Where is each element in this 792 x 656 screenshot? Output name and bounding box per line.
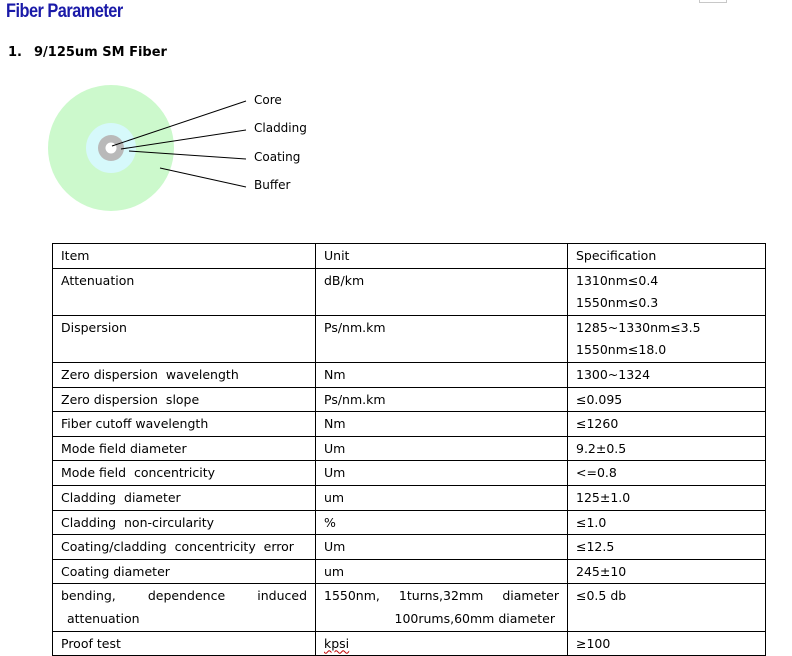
item-cell: Proof test [53, 631, 316, 656]
table-row [53, 535, 766, 560]
item-line: attenuation [67, 610, 140, 626]
unit-word: 1550nm, [324, 588, 380, 604]
cladding-label: Cladding [254, 121, 307, 135]
unit-cell: Ps/nm.km [316, 315, 568, 362]
section-heading [8, 45, 167, 60]
unit-cell: um [316, 485, 568, 510]
spec-cell [568, 268, 766, 315]
spec-cell: ≥100 [568, 631, 766, 656]
unit-line: 100rums,60mm diameter [394, 610, 555, 626]
unit-cell: um [316, 559, 568, 584]
table-row [53, 387, 766, 412]
item-line [61, 585, 307, 608]
unit-cell: Nm [316, 362, 568, 387]
spec-cell: 1300~1324 [568, 362, 766, 387]
unit-cell: Ps/nm.km [316, 387, 568, 412]
item-cell: Coating/cladding concentricity error [53, 535, 316, 560]
item-cell: Mode field concentricity [53, 461, 316, 486]
unit-line [324, 585, 559, 608]
item-cell: Dispersion [53, 315, 316, 362]
spec-cell: 125±1.0 [568, 485, 766, 510]
spec-cell [568, 315, 766, 362]
unit-cell: Um [316, 461, 568, 486]
corner-box [699, 0, 727, 3]
section-title: 9/125um SM Fiber [34, 45, 167, 60]
page-title: Fiber Parameter [6, 1, 123, 22]
spec-cell: 245±10 [568, 559, 766, 584]
spec-cell: 9.2±0.5 [568, 436, 766, 461]
fiber-cross-section-diagram [0, 80, 320, 220]
table-row [53, 510, 766, 535]
item-cell: Attenuation [53, 268, 316, 315]
unit-cell: Um [316, 535, 568, 560]
spec-cell: ≤12.5 [568, 535, 766, 560]
table-row [53, 584, 766, 631]
unit-cell [316, 631, 568, 656]
item-cell: Fiber cutoff wavelength [53, 412, 316, 437]
item-cell [53, 584, 316, 631]
table-row [53, 485, 766, 510]
table-row [53, 461, 766, 486]
item-cell: Zero dispersion slope [53, 387, 316, 412]
item-cell: Cladding diameter [53, 485, 316, 510]
spec-cell: ≤0.095 [568, 387, 766, 412]
table-row [53, 412, 766, 437]
unit-cell [316, 584, 568, 631]
item-word: dependence [147, 588, 226, 604]
buffer-leader-line [160, 168, 246, 187]
header-unit: Unit [316, 244, 568, 269]
item-word: induced [257, 588, 307, 604]
header-specification: Specification [568, 244, 766, 269]
unit-word: diameter [502, 588, 559, 604]
table-row [53, 362, 766, 387]
unit-cell: Um [316, 436, 568, 461]
buffer-label: Buffer [254, 178, 291, 192]
unit-value: kpsi [324, 635, 350, 651]
spec-cell: <=0.8 [568, 461, 766, 486]
item-cell: Zero dispersion wavelength [53, 362, 316, 387]
spec-cell: ≤0.5 db [568, 584, 766, 631]
unit-cell: Nm [316, 412, 568, 437]
core-label: Core [254, 93, 282, 107]
unit-word: 1turns,32mm [398, 588, 484, 604]
table-header-row [53, 244, 766, 269]
spec-cell: ≤1.0 [568, 510, 766, 535]
coating-label: Coating [254, 150, 301, 164]
spec-cell: ≤1260 [568, 412, 766, 437]
table-row [53, 315, 766, 362]
item-cell: Coating diameter [53, 559, 316, 584]
unit-cell: % [316, 510, 568, 535]
header-item: Item [53, 244, 316, 269]
item-word: bending, [61, 588, 116, 604]
core-layer [106, 143, 117, 154]
spec-line: 1285~1330nm≤3.5 [576, 319, 701, 335]
spec-line: 1550nm≤0.3 [576, 295, 659, 311]
fiber-spec-table [52, 243, 766, 656]
table-row [53, 268, 766, 315]
unit-cell: dB/km [316, 268, 568, 315]
item-cell: Mode field diameter [53, 436, 316, 461]
item-cell: Cladding non-circularity [53, 510, 316, 535]
table-row [53, 631, 766, 656]
spec-line: 1550nm≤18.0 [576, 342, 667, 358]
table-row [53, 559, 766, 584]
section-number: 1. [8, 45, 22, 60]
table-row [53, 436, 766, 461]
spec-line: 1310nm≤0.4 [576, 272, 659, 288]
